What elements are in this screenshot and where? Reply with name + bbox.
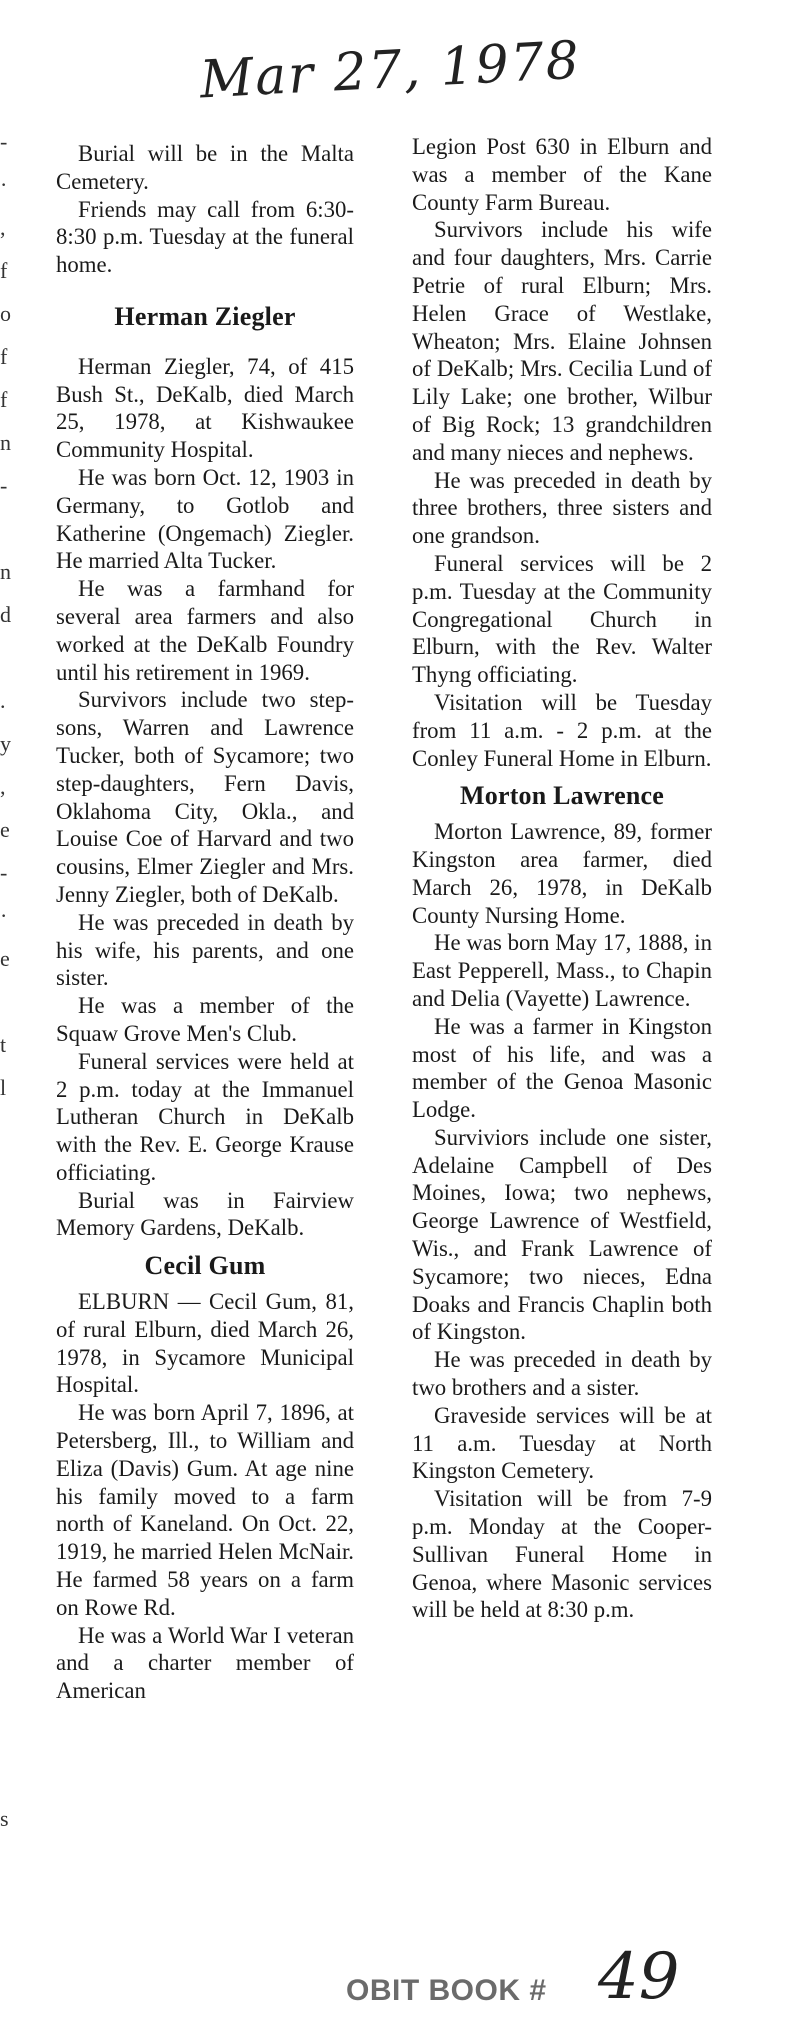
- edge-fragment: d: [0, 602, 11, 627]
- obituary-heading-gum: Cecil Gum: [144, 1251, 266, 1281]
- paragraph: Surviviors include one sister, Adelaine Campbell of Des Moines, Iowa; two nephews, George Lawrence of Westfield, Wis., and Frank Lawrence of Sycamore; two nieces, Edna Doaks and Francis Chaplin both of Kingston.: [412, 1124, 712, 1345]
- paragraph: He was preceded in death by two brothers and a sister.: [412, 1347, 712, 1401]
- edge-fragment: t: [0, 1032, 7, 1057]
- edge-fragment: -: [0, 129, 8, 154]
- paragraph: Morton Lawrence, 89, former Kingston area farmer, died March 26, 1978, in DeKalb County Nursing Home.: [412, 819, 712, 928]
- edge-fragment: f: [0, 387, 8, 412]
- edge-fragment: ,: [0, 215, 6, 240]
- edge-fragment: [0, 1582, 18, 1625]
- edge-fragment: [0, 980, 18, 1023]
- edge-fragment: [0, 1840, 18, 1883]
- paragraph: Funeral services were held at 2 p.m. today at the Immanuel Lutheran Church in DeKalb with the Rev. E. George Krause officiating.: [56, 1048, 354, 1185]
- edge-fragment: [0, 1410, 18, 1453]
- paragraph: He was born April 7, 1896, at Petersberg, Ill., to William and Eliza (Davis) Gum. At age nine his family moved to a farm north of Kaneland. On Oct. 22, 1919, he married Helen McNair. He farmed 58 years on a farm on Rowe Rd.: [56, 1400, 354, 1620]
- edge-fragment: [0, 1238, 18, 1281]
- edge-fragment: n: [0, 430, 11, 455]
- edge-fragment: [0, 1883, 18, 1926]
- paragraph: Visitation will be from 7-9 p.m. Monday at the Cooper-Sullivan Funeral Home in Genoa, where Masonic services will be held at 8:30 p.m.: [412, 1486, 712, 1623]
- edge-fragment: [0, 636, 18, 679]
- edge-fragment: l: [0, 1075, 7, 1100]
- paragraph: Friends may call from 6:30-8:30 p.m. Tuesday at the funeral home.: [56, 196, 354, 278]
- edge-fragment: [0, 1281, 18, 1324]
- edge-fragment: -: [0, 473, 8, 498]
- obit-book-label: OBIT BOOK #: [346, 1974, 547, 2007]
- paragraph: Visitation will be Tuesday from 11 a.m. - 2 p.m. at the Conley Funeral Home in Elburn.: [412, 689, 712, 771]
- paragraph: He was a farmer in Kingston most of his life, and was a member of the Genoa Masonic Lodge.: [412, 1013, 712, 1123]
- edge-fragment: [0, 1195, 18, 1238]
- edge-fragment: [0, 1496, 18, 1539]
- edge-fragment: s: [0, 1806, 9, 1831]
- paragraph: He was a farmhand for several area farmers and also worked at the DeKalb Foundry until his retirement in 1969.: [56, 576, 354, 685]
- edge-fragment: e: [0, 817, 10, 842]
- paragraph: Survivors include his wife and four daughters, Mrs. Carrie Petrie of rural Elburn; Mrs. Helen Grace of Westlake, Wheaton; Mrs. Elaine Johnsen of DeKalb; Mrs. Cecilia Lund of Lily Lake; one brother, Wilbur of Big Rock; 13 grandchildren and many nieces and nephews.: [412, 217, 712, 465]
- paragraph: Herman Ziegler, 74, of 415 Bush St., DeKalb, died March 25, 1978, at Kishwaukee Community Hospital.: [56, 353, 354, 463]
- handwritten-date: Mar 27, 1978: [198, 30, 583, 111]
- paragraph: Legion Post 630 in Elburn and was a member of the Kane County Farm Bureau.: [412, 134, 712, 215]
- paragraph: Burial will be in the Malta Cemetery.: [56, 141, 354, 194]
- edge-fragment: -: [0, 860, 8, 885]
- edge-fragment: e: [0, 946, 10, 971]
- edge-fragment: .: [0, 688, 6, 713]
- paragraph: He was preceded in death by three brothers, three sisters and one grandson.: [412, 467, 712, 549]
- edge-fragment: ·: [0, 172, 8, 197]
- edge-fragment: [0, 1625, 18, 1668]
- edge-fragment: [0, 1668, 18, 1711]
- edge-fragment: [0, 1109, 18, 1152]
- paragraph: Graveside services will be at 11 a.m. Tuesday at North Kingston Cemetery.: [412, 1402, 712, 1484]
- obituary-heading-ziegler: Herman Ziegler: [114, 301, 296, 331]
- paragraph: Funeral services will be 2 p.m. Tuesday at the Community Congregational Church in Elburn, with the Rev. Walter Thyng officiating.: [412, 550, 712, 688]
- adjacent-column-edge: [0, 120, 18, 2000]
- edge-fragment: y: [0, 731, 11, 756]
- edge-fragment: [0, 1711, 18, 1754]
- edge-fragment: [0, 1539, 18, 1582]
- edge-fragment: [0, 1324, 18, 1367]
- paragraph: He was a World War I veteran and a charter member of American: [56, 1622, 354, 1704]
- edge-fragment: f: [0, 344, 8, 369]
- edge-fragment: [0, 507, 18, 550]
- edge-fragment: ,: [0, 774, 6, 799]
- edge-fragment: [0, 1453, 18, 1496]
- paragraph: ELBURN — Cecil Gum, 81, of rural Elburn, died March 26, 1978, in Sycamore Municipal Hospital.: [56, 1289, 354, 1398]
- paragraph: He was a member of the Squaw Grove Men's Club.: [56, 993, 354, 1046]
- edge-fragment: ·: [0, 903, 8, 928]
- paragraph: He was born Oct. 12, 1903 in Germany, to Gotlob and Katherine (Ongemach) Ziegler. He married Alta Tucker.: [56, 464, 354, 574]
- edge-fragment: [0, 1367, 18, 1410]
- edge-fragment: f: [0, 258, 8, 283]
- edge-fragment: o: [0, 301, 11, 326]
- column-1: [56, 140, 354, 1705]
- obituary-heading-lawrence: Morton Lawrence: [460, 781, 664, 811]
- edge-fragment: [0, 1926, 18, 1969]
- paragraph: Survivors include two step-sons, Warren and Lawrence Tucker, both of Sycamore; two step-daughters, Fern Davis, Oklahoma City, Okla., and Louise Coe of Harvard and two cousins, Elmer Ziegler and Mrs. Jenny Ziegler, both of DeKalb.: [56, 687, 354, 907]
- paragraph: He was born May 17, 1888, in East Pepperell, Mass., to Chapin and Delia (Vayette) Lawrence.: [412, 930, 712, 1011]
- edge-fragment: n: [0, 559, 11, 584]
- edge-fragment: [0, 1754, 18, 1797]
- edge-fragment: [0, 1969, 18, 2000]
- paragraph: He was preceded in death by his wife, his parents, and one sister.: [56, 909, 354, 991]
- paragraph: Burial was in Fairview Memory Gardens, DeKalb.: [56, 1187, 354, 1241]
- column-2: [412, 133, 712, 1624]
- obit-book-number: 49: [598, 1940, 680, 2014]
- edge-fragment: [0, 1152, 18, 1195]
